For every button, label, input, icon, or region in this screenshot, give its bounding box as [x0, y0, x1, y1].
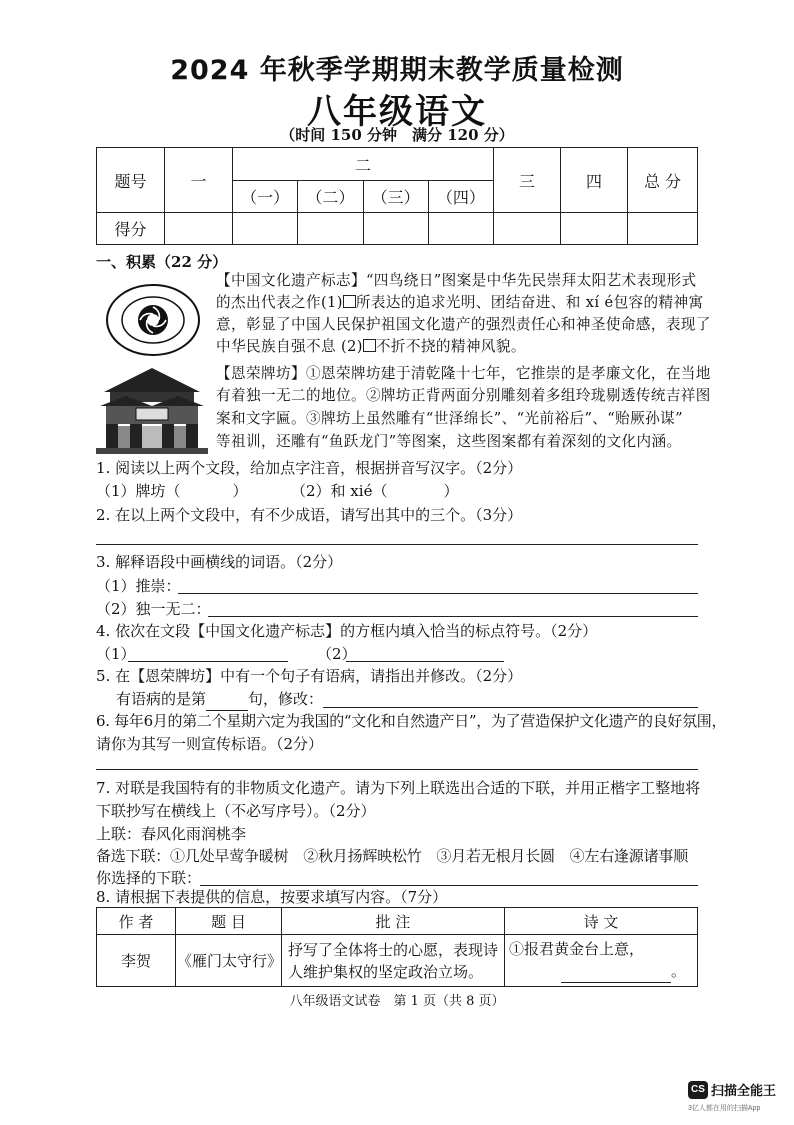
question-6-line2: 请你为其写一则宣传标语。（2分）	[96, 735, 324, 753]
section-1-title: 一、积累（22 分）	[96, 253, 228, 271]
score-header-4: 四	[561, 148, 628, 213]
info-poem: ①报君黄金台上意， 。	[505, 935, 698, 987]
info-header-note: 批 注	[282, 908, 505, 935]
couplet-options: 备选下联：①几处早莺争暖树 ②秋月扬辉映松竹 ③月若无根月长圆 ④左右逢源诸事顺	[96, 847, 689, 865]
passage2-line3: 案和文字匾。③牌坊上虽然雕有“世泽绵长”、“光前裕后”、“贻厥孙谋”	[216, 410, 683, 427]
answer-line-q2[interactable]	[96, 544, 698, 545]
score-header-2: 二	[233, 148, 494, 181]
archway-illustration	[96, 362, 208, 454]
poem-answer-blank[interactable]	[561, 960, 671, 983]
scanner-brand: 扫描全能王	[711, 1083, 777, 1098]
score-cell[interactable]	[494, 213, 561, 245]
score-table	[96, 147, 698, 245]
answer-line-q6[interactable]	[96, 769, 698, 770]
cultural-heritage-seal-icon	[104, 283, 202, 357]
answer-line-q4a[interactable]	[128, 661, 288, 662]
answer-line-q3a[interactable]	[178, 593, 698, 594]
passage2-line2: 有着独一无二的地位。②牌坊正背两面分别雕刻着多组玲珑剔透传统吉祥图	[216, 387, 711, 404]
question-3: 3. 解释语段中画横线的词语。（2分）	[96, 553, 343, 571]
passage1-line1: 【中国文化遗产标志】“四鸟绕日”图案是中华先民崇拜太阳艺术表现形式	[216, 272, 697, 289]
time-note: （时间 150 分钟 满分 120 分）	[280, 126, 514, 144]
score-cell[interactable]	[233, 213, 298, 245]
score-header-tihao: 题号	[97, 148, 165, 213]
q3-part-b: （2）独一无二：	[96, 600, 211, 618]
question-7-line1: 7. 对联是我国特有的非物质文化遗产。请为下列上联选出合适的下联，并用正楷字工整地将	[96, 779, 701, 797]
exam-title: 2024 年秋季学期期末教学质量检测	[170, 55, 624, 86]
info-header-title: 题 目	[176, 908, 282, 935]
question-5: 5. 在【恩荣牌坊】中有一个句子有语病，请指出并修改。（2分）	[96, 667, 523, 685]
passage1-line2: 的杰出代表之作(1) 所表达的追求光明、团结奋进、和 xí é包容的精神寓	[216, 294, 704, 311]
q4-part-b: （2）	[317, 645, 357, 663]
info-header-author: 作 者	[97, 908, 176, 935]
question-8: 8. 请根据下表提供的信息，按要求填写内容。（7分）	[96, 888, 448, 906]
passage2-line4: 等祖训，还雕有“鱼跃龙门”等图案，这些图案都有着深刻的文化内涵。	[216, 433, 682, 450]
page-footer: 八年级语文试卷 第 1 页（共 8 页）	[289, 994, 505, 1009]
q1-part-a: （1）牌坊（ ）	[96, 482, 248, 500]
answer-line-q5[interactable]	[323, 707, 698, 708]
q5-answer-row: 有语病的是第 句，修改：	[116, 688, 323, 711]
camscanner-logo-icon: CS	[688, 1081, 708, 1099]
score-header-total: 总 分	[628, 148, 698, 213]
subject-title: 八年级语文	[307, 92, 487, 132]
question-2: 2. 在以上两个文段中，有不少成语，请写出其中的三个。（3分）	[96, 506, 523, 524]
question-1: 1. 阅读以上两个文段，给加点字注音，根据拼音写汉字。（2分）	[96, 459, 523, 477]
score-cell[interactable]	[298, 213, 363, 245]
q3-part-a: （1）推崇：	[96, 577, 181, 595]
info-work: 《雁门太守行》	[176, 935, 282, 987]
info-header-poem: 诗 文	[505, 908, 698, 935]
score-sub-3: （三）	[363, 181, 428, 213]
question-6-line1: 6. 每年6月的第二个星期六定为我国的“文化和自然遗产日”，为了营造保护文化遗产的良好氛围，	[96, 712, 727, 730]
question-7-line2: 下联抄写在横线上（不必写序号）。（2分）	[96, 802, 376, 820]
couplet-upper: 上联：春风化雨润桃李	[96, 825, 247, 843]
answer-line-q4b[interactable]	[346, 661, 504, 662]
scanner-watermark	[688, 1080, 776, 1099]
scanner-slogan: 3亿人都在用的扫描App	[688, 1105, 761, 1112]
score-cell[interactable]	[428, 213, 493, 245]
passage1-line3: 意，彰显了中国人民保护祖国文化遗产的强烈责任心和神圣使命感，表现了	[216, 316, 711, 333]
poem-info-table	[96, 907, 698, 987]
info-note: 抒写了全体将士的心愿，表现诗 人维护集权的坚定政治立场。	[282, 935, 505, 987]
answer-line-q3b[interactable]	[208, 616, 698, 617]
score-row-label: 得分	[97, 213, 165, 245]
score-sub-4: （四）	[428, 181, 493, 213]
score-cell[interactable]	[165, 213, 233, 245]
punctuation-box-2[interactable]	[363, 339, 376, 352]
score-sub-2: （二）	[298, 181, 363, 213]
score-cell[interactable]	[363, 213, 428, 245]
punctuation-box-1[interactable]	[343, 295, 356, 308]
q1-part-b: （2）和 xié（ ）	[291, 482, 459, 500]
question-4: 4. 依次在文段【中国文化遗产标志】的方框内填入恰当的标点符号。（2分）	[96, 622, 598, 640]
score-header-1: 一	[165, 148, 233, 213]
couplet-choice-label: 你选择的下联：	[96, 869, 202, 887]
info-author: 李贺	[97, 935, 176, 987]
q4-part-a: （1）	[96, 645, 136, 663]
score-cell[interactable]	[628, 213, 698, 245]
score-sub-1: （一）	[233, 181, 298, 213]
score-header-3: 三	[494, 148, 561, 213]
score-cell[interactable]	[561, 213, 628, 245]
passage2-line1: 【恩荣牌坊】①恩荣牌坊建于清乾隆十七年，它推崇的是孝廉文化，在当地	[216, 365, 711, 382]
passage1-line4: 中华民族自强不息 (2) 不折不挠的精神风貌。	[216, 338, 526, 355]
